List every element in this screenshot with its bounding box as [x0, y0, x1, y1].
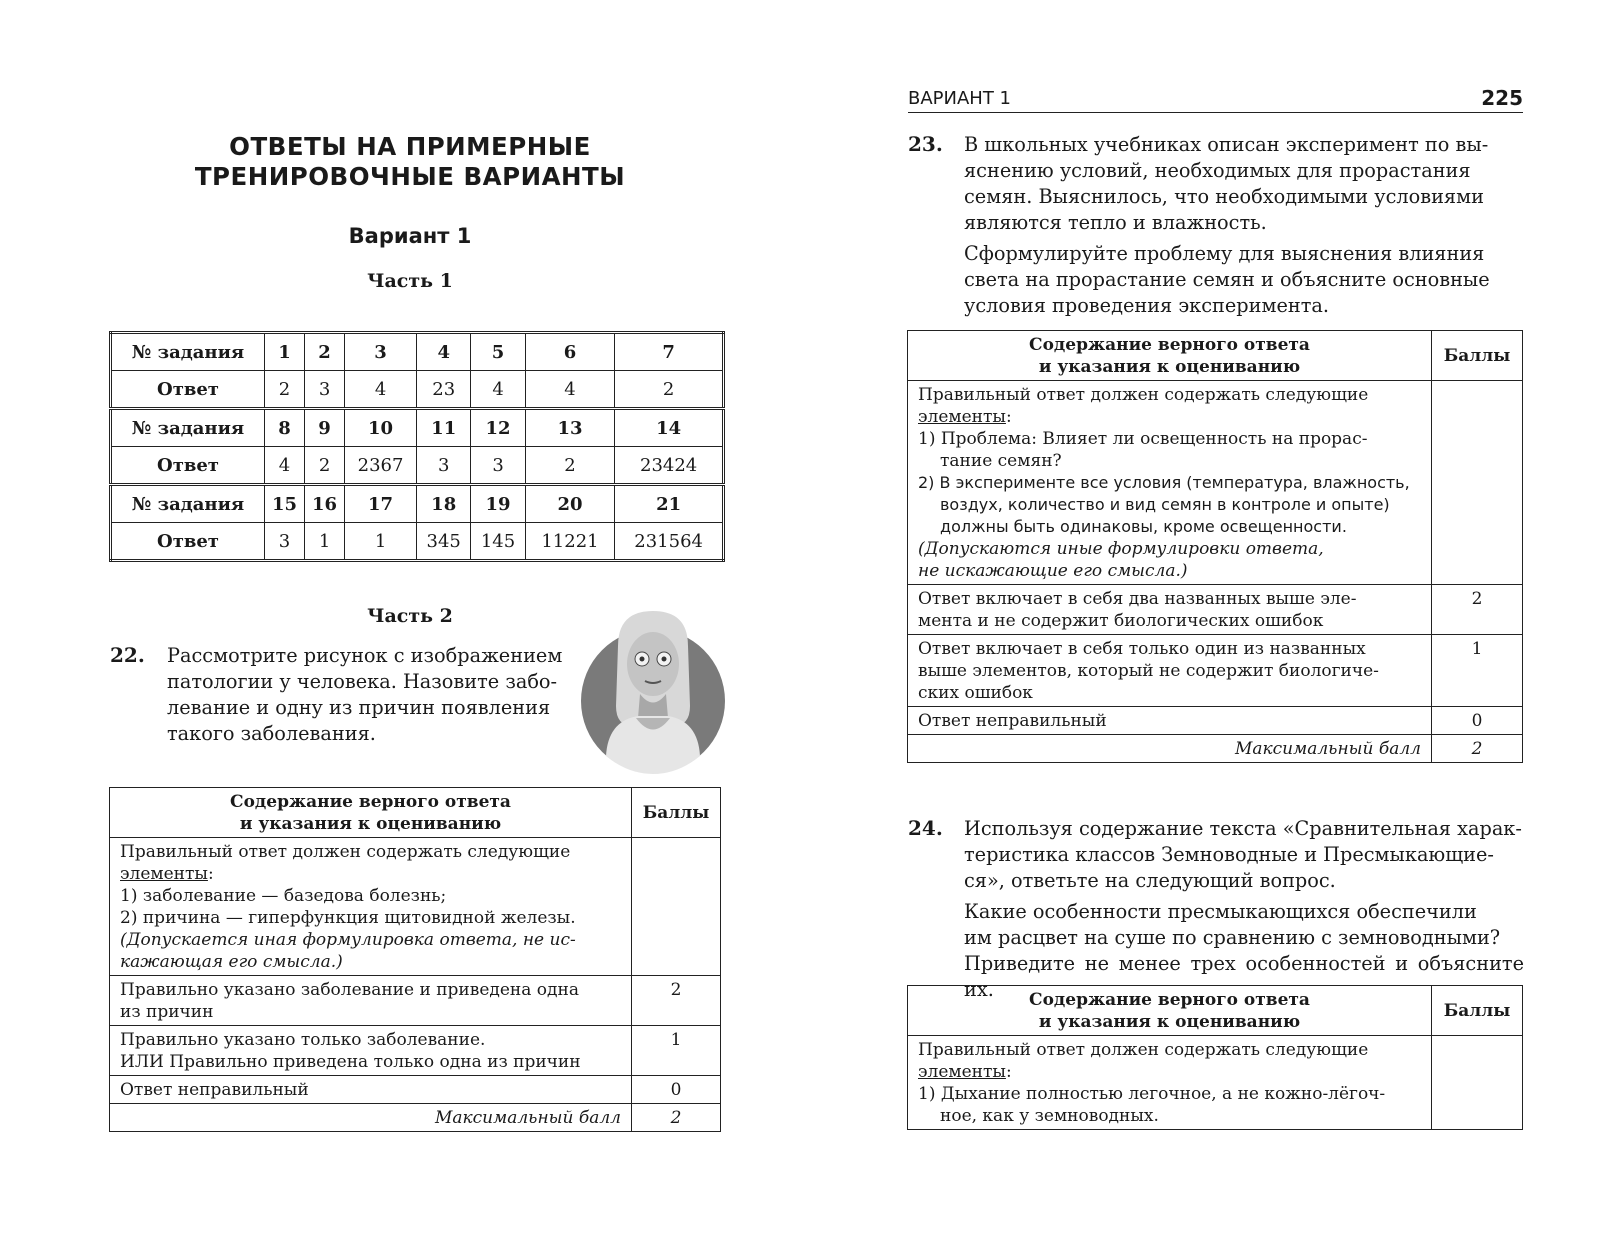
cell-line: должны быть одинаковы, кроме освещенности.	[940, 517, 1347, 536]
page-title	[110, 132, 710, 192]
answers-table	[109, 331, 725, 562]
max-score-label: Максимальный балл	[908, 735, 1432, 763]
task22-number: 22.	[110, 643, 145, 667]
task-number-cell: 1	[265, 333, 305, 371]
variant-heading: Вариант 1	[348, 224, 472, 248]
task-number-cell: 20	[525, 485, 615, 523]
answers-task-row	[111, 333, 724, 371]
header-points: Баллы	[1432, 986, 1523, 1036]
correct-answer-cell	[908, 1036, 1432, 1130]
cell-line: (Допускается иная формулировка ответа, не ис-	[120, 930, 576, 950]
answer-cell: 4	[265, 447, 305, 485]
task22-line: патологии у человека. Назовите забо-	[167, 670, 558, 693]
task-number-cell: 12	[471, 409, 525, 447]
answer-cell: 1	[305, 523, 345, 561]
answer-cell: 3	[305, 371, 345, 409]
task-number-label: № задания	[111, 485, 265, 523]
answer-cell: 2	[305, 447, 345, 485]
task23-line: условия проведения эксперимента.	[964, 294, 1329, 317]
cell-line: 1) Дыхание полностью легочное, а не кожно-лёгоч-	[918, 1084, 1386, 1104]
criterion-cell	[908, 585, 1432, 635]
header-line: Содержание верного ответа	[1029, 335, 1310, 355]
task22-line: такого заболевания.	[167, 722, 376, 745]
answer-cell: 345	[417, 523, 471, 561]
grading-table-23	[907, 330, 1523, 763]
task23-line: Сформулируйте проблему для выяснения влияния	[964, 242, 1485, 265]
task23-number: 23.	[908, 132, 943, 156]
task-number-label: № задания	[111, 333, 265, 371]
cell-line: Правильный ответ должен содержать следующие	[918, 385, 1369, 405]
task24-text	[964, 816, 1524, 1003]
answers-answer-row	[111, 523, 724, 561]
colon: :	[207, 864, 214, 884]
answers-task-row	[111, 409, 724, 447]
cell-line: Ответ включает в себя только один из названных	[918, 639, 1366, 659]
points-empty	[1432, 381, 1523, 585]
task-number-cell: 6	[525, 333, 615, 371]
task-number-cell: 2	[305, 333, 345, 371]
header-line: и указания к оцениванию	[239, 814, 502, 834]
cell-line	[918, 1061, 1421, 1083]
part1-heading: Часть 1	[367, 270, 453, 292]
header-line: и указания к оцениванию	[1038, 357, 1301, 377]
task24-line: Используя содержание текста «Сравнительная харак-	[964, 817, 1522, 840]
task-number-cell: 11	[417, 409, 471, 447]
task24-line: Какие особенности пресмыкающихся обеспечили	[964, 900, 1477, 923]
answer-cell: 3	[265, 523, 305, 561]
cell-line: 2) причина — гиперфункция щитовидной железы.	[120, 908, 576, 928]
task24-line: им расцвет на суше по сравнению с земноводными?	[964, 926, 1501, 949]
answer-cell: 145	[471, 523, 525, 561]
elements-word: элементы	[918, 1062, 1006, 1082]
grading-table-22	[109, 787, 721, 1132]
cell-line: Правильный ответ должен содержать следующие	[120, 842, 571, 862]
task-number-cell: 5	[471, 333, 525, 371]
cell-line: не искажающие его смысла.)	[918, 561, 1188, 581]
points-empty	[632, 838, 721, 976]
answers-task-row	[111, 485, 724, 523]
title-line-2: ТРЕНИРОВОЧНЫЕ ВАРИАНТЫ	[194, 162, 626, 191]
task-number-label: № задания	[111, 409, 265, 447]
answer-cell: 2	[525, 447, 615, 485]
header-content	[908, 986, 1432, 1036]
running-header-title: ВАРИАНТ 1	[908, 88, 1011, 109]
task23-line: являются тепло и влажность.	[964, 211, 1267, 234]
criterion-cell: Ответ неправильный	[908, 707, 1432, 735]
header-points: Баллы	[632, 788, 721, 838]
cell-line: кажающая его смысла.)	[120, 952, 343, 972]
cell-line: 1) Проблема: Влияет ли освещенность на прорас-	[918, 429, 1368, 449]
grading-table-24	[907, 985, 1523, 1130]
colon: :	[1005, 407, 1012, 427]
task-number-cell: 7	[615, 333, 724, 371]
task24-number: 24.	[908, 816, 943, 840]
answer-label: Ответ	[111, 523, 265, 561]
cell-line: 1) заболевание — базедова болезнь;	[120, 886, 447, 906]
cell-line: выше элементов, который не содержит биологиче-	[918, 661, 1379, 681]
task-number-cell: 16	[305, 485, 345, 523]
running-header	[908, 88, 1523, 113]
cell-line	[120, 863, 621, 885]
task24-line: Приведите не менее трех особенностей и объясните их.	[964, 952, 1524, 1001]
task-number-cell: 18	[417, 485, 471, 523]
cell-line: Правильно указано заболевание и приведена одна	[120, 980, 579, 1000]
pupil-left	[640, 657, 645, 662]
cell-line: ских ошибок	[918, 683, 1033, 703]
answer-label: Ответ	[111, 371, 265, 409]
task22-text	[167, 643, 567, 747]
correct-answer-cell	[110, 838, 632, 976]
cell-line: мента и не содержит биологических ошибок	[918, 611, 1324, 631]
header-line: и указания к оцениванию	[1038, 1012, 1301, 1032]
part2-heading: Часть 2	[367, 605, 453, 627]
task23-text	[964, 132, 1524, 319]
answer-cell: 4	[345, 371, 417, 409]
max-score-value: 2	[1432, 735, 1523, 763]
task-number-cell: 13	[525, 409, 615, 447]
answer-cell: 11221	[525, 523, 615, 561]
cell-line: из причин	[120, 1002, 214, 1022]
cell-line: ИЛИ Правильно приведена только одна из причин	[120, 1052, 581, 1072]
criterion-cell: Ответ неправильный	[110, 1076, 632, 1104]
header-points: Баллы	[1432, 331, 1523, 381]
points-cell: 0	[632, 1076, 721, 1104]
header-content	[110, 788, 632, 838]
task-number-cell: 21	[615, 485, 724, 523]
colon: :	[1005, 1062, 1012, 1082]
header-line: Содержание верного ответа	[1029, 990, 1310, 1010]
task23-line: света на прорастание семян и объясните основные	[964, 268, 1490, 291]
criterion-cell	[908, 635, 1432, 707]
cell-line: Правильно указано только заболевание.	[120, 1030, 486, 1050]
answer-cell: 23	[417, 371, 471, 409]
cell-line: Ответ включает в себя два названных выше эле-	[918, 589, 1357, 609]
task-number-cell: 8	[265, 409, 305, 447]
answer-cell: 231564	[615, 523, 724, 561]
cell-line: Правильный ответ должен содержать следующие	[918, 1040, 1369, 1060]
face-shape	[627, 632, 679, 696]
elements-word: элементы	[120, 864, 208, 884]
points-cell: 2	[632, 976, 721, 1026]
pupil-right	[662, 657, 667, 662]
answers-answer-row	[111, 371, 724, 409]
answer-cell: 4	[525, 371, 615, 409]
answers-answer-row	[111, 447, 724, 485]
cell-line: (Допускаются иные формулировки ответа,	[918, 539, 1324, 559]
cell-line	[918, 406, 1421, 428]
cell-line: воздух, количество и вид семян в контроле и опыте)	[940, 495, 1390, 514]
answer-label: Ответ	[111, 447, 265, 485]
answer-cell: 3	[417, 447, 471, 485]
points-cell: 0	[1432, 707, 1523, 735]
task-number-cell: 3	[345, 333, 417, 371]
elements-word: элементы	[918, 407, 1006, 427]
answer-cell: 4	[471, 371, 525, 409]
correct-answer-cell	[908, 381, 1432, 585]
answer-cell: 23424	[615, 447, 724, 485]
task24-line: ся», ответьте на следующий вопрос.	[964, 869, 1336, 892]
task22-line: левание и одну из причин появления	[167, 696, 551, 719]
task22-line: Рассмотрите рисунок с изображением	[167, 644, 563, 667]
task23-line: В школьных учебниках описан эксперимент по вы-	[964, 133, 1489, 156]
header-content	[908, 331, 1432, 381]
points-cell: 1	[632, 1026, 721, 1076]
points-cell: 1	[1432, 635, 1523, 707]
cell-line: 2) В эксперименте все условия (температура, влажность,	[918, 473, 1410, 492]
task-number-cell: 10	[345, 409, 417, 447]
task-number-cell: 19	[471, 485, 525, 523]
task-number-cell: 15	[265, 485, 305, 523]
patient-illustration	[578, 606, 728, 776]
answer-cell: 1	[345, 523, 417, 561]
task-number-cell: 14	[615, 409, 724, 447]
task23-line: яснению условий, необходимых для прорастания	[964, 159, 1471, 182]
header-line: Содержание верного ответа	[230, 792, 511, 812]
task23-line: семян. Выяснилось, что необходимыми условиями	[964, 185, 1484, 208]
max-score-label: Максимальный балл	[110, 1104, 632, 1132]
criterion-cell	[110, 1026, 632, 1076]
task24-line: теристика классов Земноводные и Пресмыкающие-	[964, 843, 1494, 866]
points-empty	[1432, 1036, 1523, 1130]
page-number: 225	[1481, 86, 1523, 110]
cell-line: ное, как у земноводных.	[940, 1106, 1159, 1126]
points-cell: 2	[1432, 585, 1523, 635]
max-score-value: 2	[632, 1104, 721, 1132]
answer-cell: 2367	[345, 447, 417, 485]
task-number-cell: 9	[305, 409, 345, 447]
answer-cell: 2	[265, 371, 305, 409]
criterion-cell	[110, 976, 632, 1026]
answer-cell: 2	[615, 371, 724, 409]
answer-cell: 3	[471, 447, 525, 485]
title-line-1: ОТВЕТЫ НА ПРИМЕРНЫЕ	[229, 132, 591, 161]
cell-line: тание семян?	[940, 451, 1062, 471]
task-number-cell: 17	[345, 485, 417, 523]
task-number-cell: 4	[417, 333, 471, 371]
